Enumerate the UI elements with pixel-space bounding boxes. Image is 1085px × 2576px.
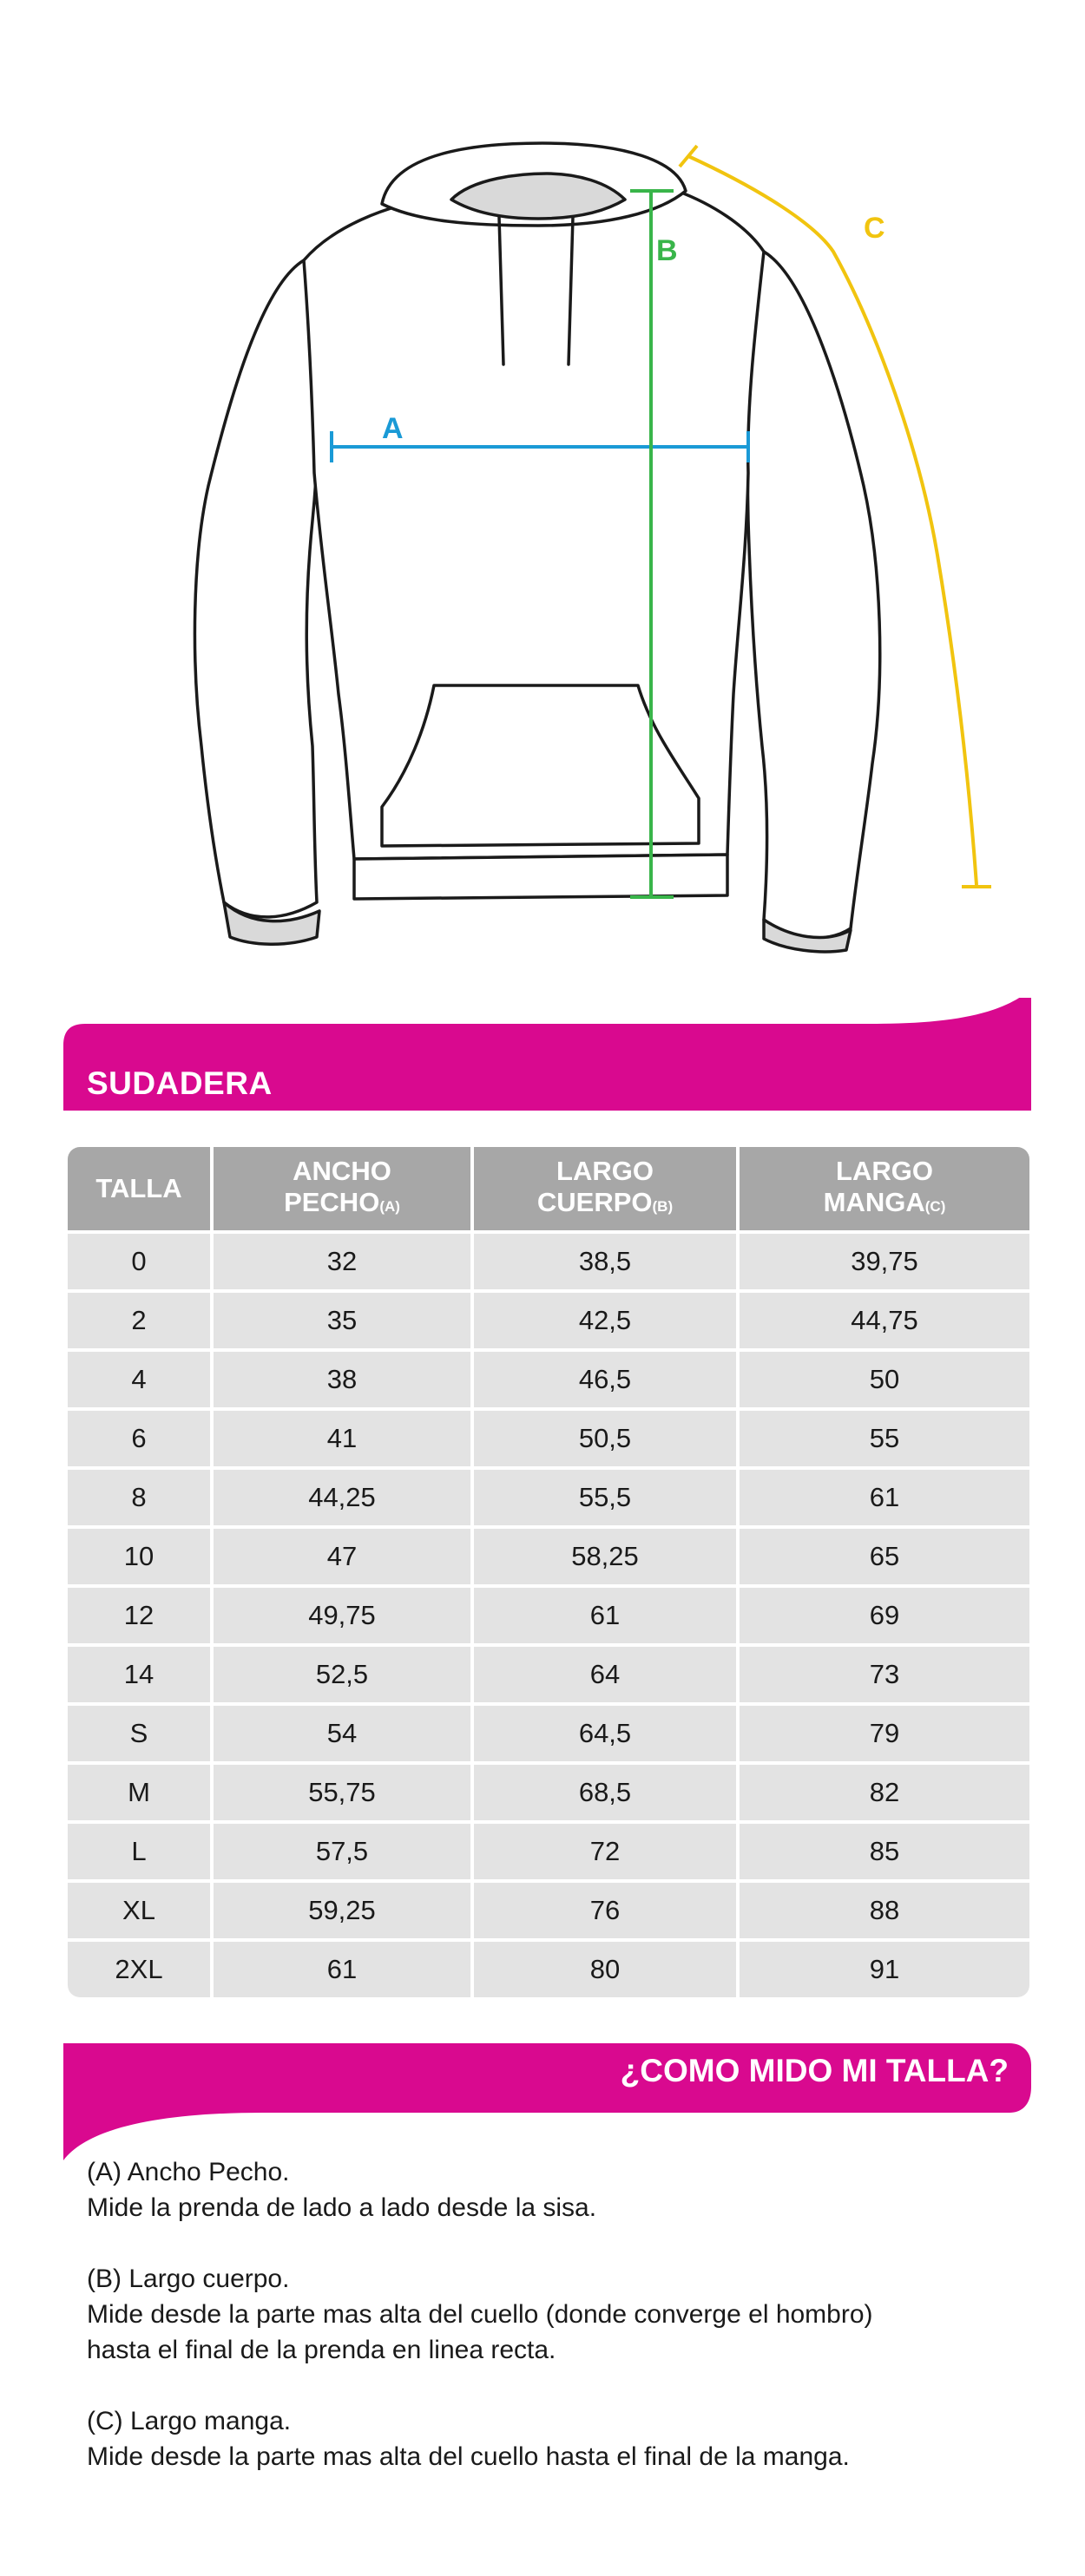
cell-talla: 10 bbox=[68, 1529, 214, 1588]
cell-largo-manga: 82 bbox=[740, 1765, 1029, 1824]
cell-largo-manga: 79 bbox=[740, 1706, 1029, 1765]
table-body bbox=[68, 1234, 1029, 1997]
cell-largo-cuerpo: 72 bbox=[474, 1824, 740, 1883]
left-sleeve bbox=[194, 260, 318, 917]
instruction-text: Mide desde la parte mas alta del cuello (donde converge el hombro) bbox=[87, 2300, 873, 2329]
cell-largo-manga: 39,75 bbox=[740, 1234, 1029, 1293]
cell-ancho-pecho: 49,75 bbox=[214, 1588, 474, 1647]
table-row bbox=[68, 1352, 1029, 1411]
table-row bbox=[68, 1411, 1029, 1470]
instruction-text: Mide la prenda de lado a lado desde la sisa. bbox=[87, 2193, 597, 2222]
header-largo-cuerpo: LARGO CUERPO(B) bbox=[474, 1147, 740, 1234]
cell-talla: 2XL bbox=[68, 1942, 214, 1997]
cell-ancho-pecho: 38 bbox=[214, 1352, 474, 1411]
measurement-c-label: C bbox=[864, 212, 885, 245]
cell-largo-manga: 88 bbox=[740, 1883, 1029, 1942]
cell-largo-cuerpo: 64,5 bbox=[474, 1706, 740, 1765]
header-ancho-pecho: ANCHO PECHO(A) bbox=[214, 1147, 474, 1234]
cell-ancho-pecho: 57,5 bbox=[214, 1824, 474, 1883]
table-row bbox=[68, 1293, 1029, 1352]
table-row bbox=[68, 1647, 1029, 1706]
how-to-measure-title: ¿COMO MIDO MI TALLA? bbox=[620, 2053, 1009, 2088]
cell-largo-manga: 73 bbox=[740, 1647, 1029, 1706]
cell-ancho-pecho: 47 bbox=[214, 1529, 474, 1588]
cell-talla: XL bbox=[68, 1883, 214, 1942]
table-row bbox=[68, 1883, 1029, 1942]
hoodie-outline bbox=[194, 143, 879, 952]
instruction-title: (A) Ancho Pecho. bbox=[87, 2158, 290, 2186]
cell-talla: M bbox=[68, 1765, 214, 1824]
cell-largo-manga: 55 bbox=[740, 1411, 1029, 1470]
cell-largo-cuerpo: 38,5 bbox=[474, 1234, 740, 1293]
instruction-text: Mide desde la parte mas alta del cuello hasta el final de la manga. bbox=[87, 2442, 850, 2471]
cell-largo-cuerpo: 50,5 bbox=[474, 1411, 740, 1470]
cell-ancho-pecho: 32 bbox=[214, 1234, 474, 1293]
cell-largo-cuerpo: 42,5 bbox=[474, 1293, 740, 1352]
table-row bbox=[68, 1706, 1029, 1765]
instruction-block bbox=[87, 2154, 1024, 2225]
measurement-b-label: B bbox=[656, 234, 678, 267]
cell-largo-cuerpo: 76 bbox=[474, 1883, 740, 1942]
cell-largo-manga: 69 bbox=[740, 1588, 1029, 1647]
table-header-row bbox=[68, 1147, 1029, 1234]
instruction-title: (B) Largo cuerpo. bbox=[87, 2265, 290, 2293]
cell-largo-manga: 44,75 bbox=[740, 1293, 1029, 1352]
table-row bbox=[68, 1942, 1029, 1997]
table-row bbox=[68, 1588, 1029, 1647]
cell-ancho-pecho: 54 bbox=[214, 1706, 474, 1765]
table-row bbox=[68, 1529, 1029, 1588]
table-row bbox=[68, 1824, 1029, 1883]
cell-talla: 12 bbox=[68, 1588, 214, 1647]
measurement-instructions bbox=[87, 2154, 1024, 2510]
cell-largo-cuerpo: 64 bbox=[474, 1647, 740, 1706]
cell-talla: 2 bbox=[68, 1293, 214, 1352]
cell-largo-manga: 65 bbox=[740, 1529, 1029, 1588]
cell-ancho-pecho: 44,25 bbox=[214, 1470, 474, 1529]
cell-largo-cuerpo: 80 bbox=[474, 1942, 740, 1997]
cell-ancho-pecho: 59,25 bbox=[214, 1883, 474, 1942]
table-row bbox=[68, 1234, 1029, 1293]
header-talla: TALLA bbox=[68, 1147, 214, 1234]
cell-talla: 8 bbox=[68, 1470, 214, 1529]
cell-largo-manga: 85 bbox=[740, 1824, 1029, 1883]
instruction-text: hasta el final de la prenda en linea recta. bbox=[87, 2336, 556, 2364]
cell-largo-cuerpo: 61 bbox=[474, 1588, 740, 1647]
cell-talla: L bbox=[68, 1824, 214, 1883]
cell-largo-cuerpo: 68,5 bbox=[474, 1765, 740, 1824]
cell-largo-manga: 50 bbox=[740, 1352, 1029, 1411]
cell-largo-manga: 61 bbox=[740, 1470, 1029, 1529]
size-table bbox=[68, 1147, 1029, 1997]
hoodie-measurement-diagram bbox=[0, 0, 1085, 989]
instruction-block bbox=[87, 2403, 1024, 2474]
cell-ancho-pecho: 52,5 bbox=[214, 1647, 474, 1706]
cell-talla: 0 bbox=[68, 1234, 214, 1293]
cell-talla: 6 bbox=[68, 1411, 214, 1470]
cell-largo-manga: 91 bbox=[740, 1942, 1029, 1997]
cell-talla: 4 bbox=[68, 1352, 214, 1411]
cell-ancho-pecho: 41 bbox=[214, 1411, 474, 1470]
header-largo-manga: LARGO MANGA(C) bbox=[740, 1147, 1029, 1234]
cell-talla: S bbox=[68, 1706, 214, 1765]
instruction-block bbox=[87, 2261, 1024, 2368]
table-row bbox=[68, 1765, 1029, 1824]
section-title: SUDADERA bbox=[87, 1065, 273, 1101]
cell-largo-cuerpo: 55,5 bbox=[474, 1470, 740, 1529]
instruction-title: (C) Largo manga. bbox=[87, 2407, 292, 2435]
cell-ancho-pecho: 35 bbox=[214, 1293, 474, 1352]
cell-ancho-pecho: 61 bbox=[214, 1942, 474, 1997]
hoodie-waistband bbox=[354, 855, 727, 899]
cell-ancho-pecho: 55,75 bbox=[214, 1765, 474, 1824]
measurement-a-label: A bbox=[382, 412, 404, 445]
cell-talla: 14 bbox=[68, 1647, 214, 1706]
cell-largo-cuerpo: 46,5 bbox=[474, 1352, 740, 1411]
right-sleeve bbox=[747, 252, 880, 938]
cell-largo-cuerpo: 58,25 bbox=[474, 1529, 740, 1588]
table-row bbox=[68, 1470, 1029, 1529]
